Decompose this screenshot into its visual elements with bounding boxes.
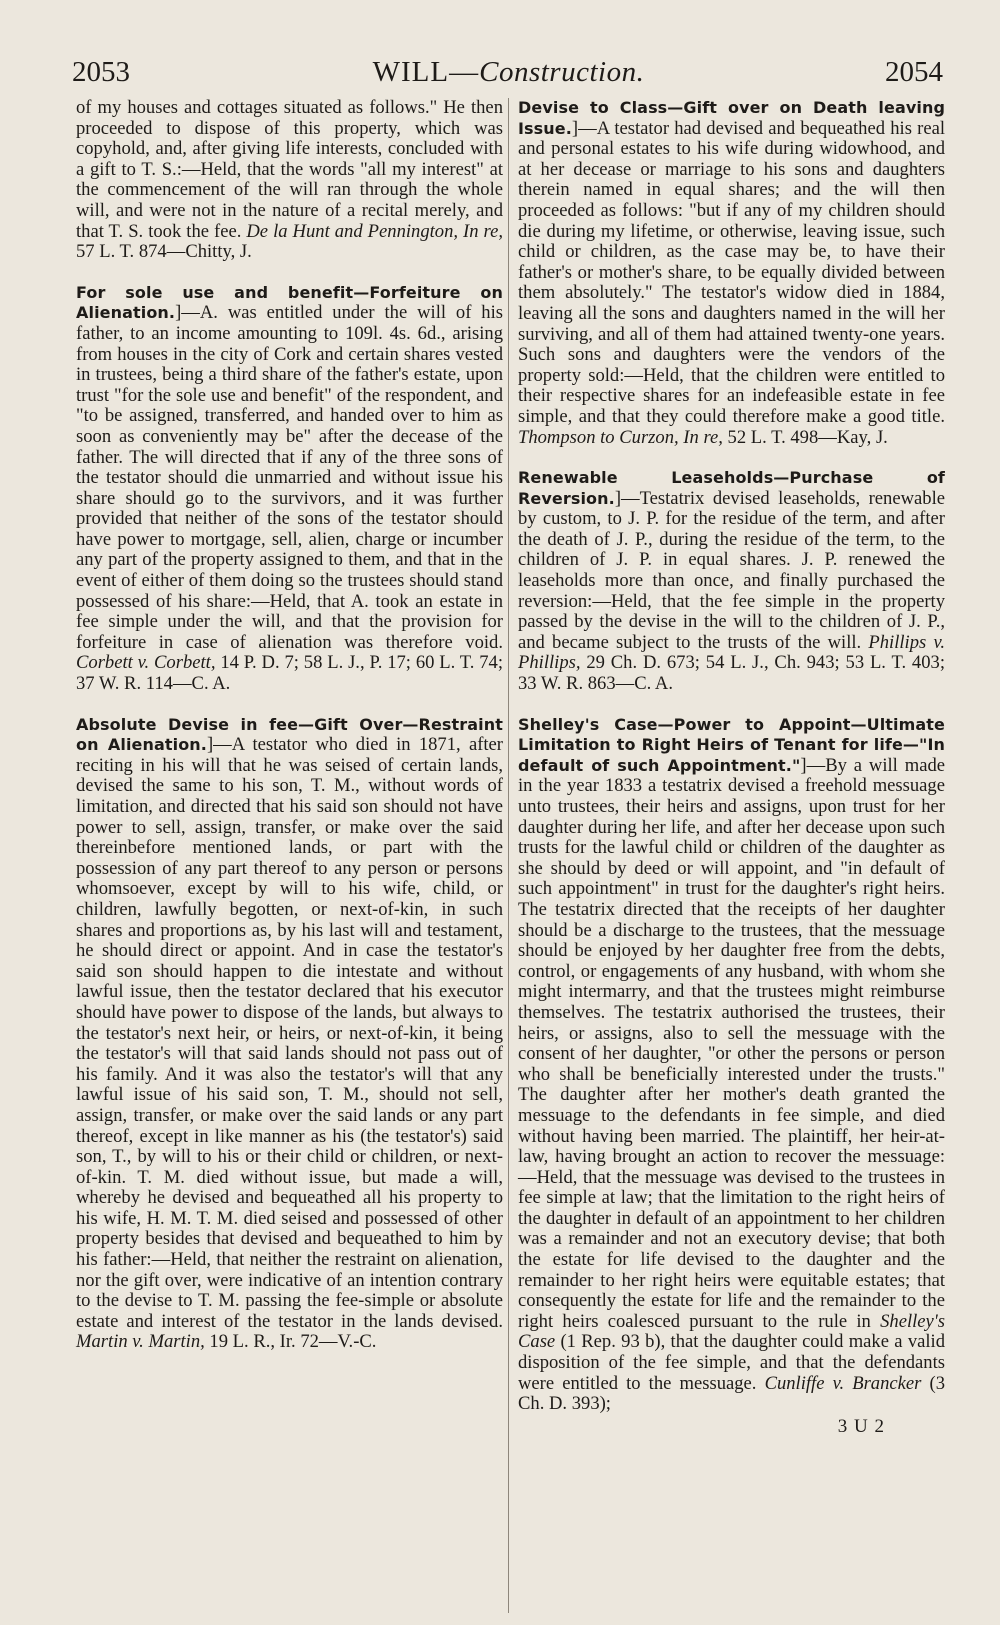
case-name: Martin v. Martin, [76, 1331, 205, 1353]
citation: 19 L. R., Ir. 72—V.-C. [204, 1331, 377, 1353]
body-text: ]—A testator who died in 1871, after reciting in his will that he was seised of certain lands, devised the same to his son, T. M., without words of limitation, and directed that his said son should not have power to sell, assign, transfer, or make over the said thereinbefore mentioned lands, or part with the possession of any part thereof to any person or persons whomsoever, except by will to his wife, child, or children, lawfully begotten, or next-of-kin, in such shares and proportions as, by his last will and testament, he should direct or appoint. And in case the testator's said son should happen to die intestate and without lawful issue, then the testator declared that his executor should have power to dispose of the lands, but always to the testator's next heir, or heirs, or next-of-kin, it being the testator's will that said lands should not pass out of his family. And it was also the testator's will that any lawful issue of his said son, T. M., should not sell, assign, transfer, or make over the said lands or any part thereof, except in like manner as his (the testator's) said son, T., by will to his or their child or children, or next-of-kin. T. M. died without issue, but made a will, whereby he devised and bequeathed all his property to his wife, H. M. T. M. died seised and possessed of other property besides that devised and bequeathed to him by his father:—Held, that neither the restraint on alienation, nor the gift over, were indicative of an intention contrary to the devise to T. M. passing the fee-simple or absolute estate and interest of the testator in the lands devised. [76, 734, 503, 1332]
paragraph [76, 715, 503, 1353]
citation: (3 Ch. D. 393); [518, 1372, 946, 1415]
paragraph-heading: Renewable Leaseholds—Purchase of Reversion. [518, 468, 945, 508]
left-column [76, 98, 503, 1373]
title-main: WILL— [372, 56, 480, 88]
body-text: ]—A. was entitled under the will of his father, to an income amounting to 109l. 4s. 6d., arising from houses in the city of Cork and certain shares vested in trustees, being a third share of the father's estate, upon trust "for the sole use and benefit" of the respondent, and "to be assigned, transferred, and handed over to him as soon as conveniently may be" after the decease of the father. The will directed that if any of the three sons of the testator should die unmarried and without issue his share should go to the survivors, and it was further provided that neither of the sons of the testator should have power to mortgage, sell, alien, charge or incumber any part of the property assigned to them, and that in the event of either of them doing so the trustees should stand possessed of his share:—Held, that A. took an estate in fee simple under the will, and that the provision for forfeiture in case of alienation was therefore void. [76, 302, 503, 653]
case-name: Shelley's Case [518, 1310, 945, 1353]
paragraph-heading: For sole use and benefit—Forfeiture on Alienation. [76, 282, 503, 323]
case-name: Cunliffe v. Brancker [764, 1372, 922, 1394]
body-text: ]—Testatrix devised leaseholds, renewable by custom, to J. P. for the residue of the term, and after the death of J. P., during the residue of the term, to the children of J. P. in equal shares. J. P. renewed the leaseholds more than once, and finally purchased the reversion:—Held, that the fee simple in the property passed by the devise in the will to the children of J. P., and became subject to the trusts of the will. [518, 487, 945, 653]
title-italic: Construction. [479, 56, 645, 88]
paragraph [518, 715, 945, 1415]
body-text: ]—A testator had devised and bequeathed his real and personal estates to his wife during widowhood, and at her decease or marriage to his sons and daughters therein named in equal shares; and the will then proceeded as follows: "but if any of my children should die during my lifetime, or otherwise, leaving issue, such child or children, as the case may be, to have their father's or mother's share, to be equally divided between them absolutely." The testator's widow died in 1884, leaving all the sons and daughters named in the will her surviving, and all of them had attained twenty-one years. Such sons and daughters were the vendors of the property sold:—Held, that the children were entitled to their respective shares for an indefeasible estate in fee simple, and that they could therefore make a good title. [518, 117, 945, 427]
column-divider [508, 98, 509, 1613]
body-text: of my houses and cottages situated as follows." He then proceeded to dispose of this property, which was copyhold, and, after giving life interests, concluded with a gift to T. S.:—Held, that the words "all my interest" at the commencement of the will ran through the whole will, and were not in the nature of a recital merely, and that T. S. took the fee. [76, 97, 503, 242]
running-header [72, 52, 945, 92]
citation: 52 L. T. 498—Kay, J. [722, 426, 888, 448]
page-number-left: 2053 [72, 56, 130, 88]
case-name: De la Hunt and Pennington, In re, [246, 220, 503, 242]
body-text: ]—By a will made in the year 1833 a testatrix devised a freehold messuage unto trustees, their heirs and assigns, upon trust for her daughter during her life, and after her decease upon such trusts for the lawful child or children of the daughter as she should by deed or will appoint, and "in default of such appointment" in trust for the daughter's right heirs. The testatrix directed that the receipts of her daughter should be a discharge to the trustees, that the messuage should be enjoyed by her daughter free from the debts, control, or engagements of any husband, with whom she might intermarry, and that the trustees might reimburse themselves. The testatrix authorised the trustees, their heirs, or assigns, also to sell the messuage with the consent of her daughter, "or other the persons or person who shall be beneficially interested under the trusts." The daughter after her mother's death granted the messuage to the defendants in fee simple, and died without having been married. The plaintiff, her heir-at-law, having brought an action to recover the messuage:—Held, that the messuage was devised to the trustees in fee simple at law; that the limitation to the right heirs of the daughter in default of an appointment to her children was a remainder and not an executory devise; that both the estate for life devised to the daughter and the remainder to her right heirs were equitable estates; that consequently the estate for life and the remainder to the right heirs coalesced pursuant to the rule in [518, 754, 945, 1332]
case-name: Corbett v. Corbett, [76, 652, 216, 674]
signature-mark: 3 U 2 [837, 1415, 885, 1437]
paragraph [518, 98, 945, 448]
citation: 14 P. D. 7; 58 L. J., P. 17; 60 L. T. 74; 37 W. R. 114—C. A. [76, 652, 503, 695]
paragraph-heading: Shelley's Case—Power to Appoint—Ultimate Limitation to Right Heirs of Tenant for life—"In default of such Appointment." [518, 714, 945, 775]
running-title [72, 52, 945, 92]
case-name: Phillips v. Phillips, [518, 631, 945, 674]
citation: (1 Rep. 93 b), that the daughter could make a valid disposition of the fee simple, and that the defendants were entitled to the messuage. [518, 1331, 945, 1394]
text-columns [72, 98, 945, 1618]
right-column [518, 98, 945, 1437]
page-number-right: 2054 [885, 56, 943, 88]
paragraph [518, 468, 945, 695]
paragraph [76, 98, 503, 263]
citation: 29 Ch. D. 673; 54 L. J., Ch. 943; 53 L. T. 403; 33 W. R. 863—C. A. [518, 652, 945, 695]
paragraph-heading: Devise to Class—Gift over on Death leaving Issue. [518, 98, 945, 138]
case-name: Thompson to Curzon, In re, [518, 426, 723, 448]
paragraph [76, 283, 503, 695]
citation: 57 L. T. 874—Chitty, J. [76, 241, 252, 263]
paragraph-heading: Absolute Devise in fee—Gift Over—Restraint on Alienation. [76, 714, 503, 755]
